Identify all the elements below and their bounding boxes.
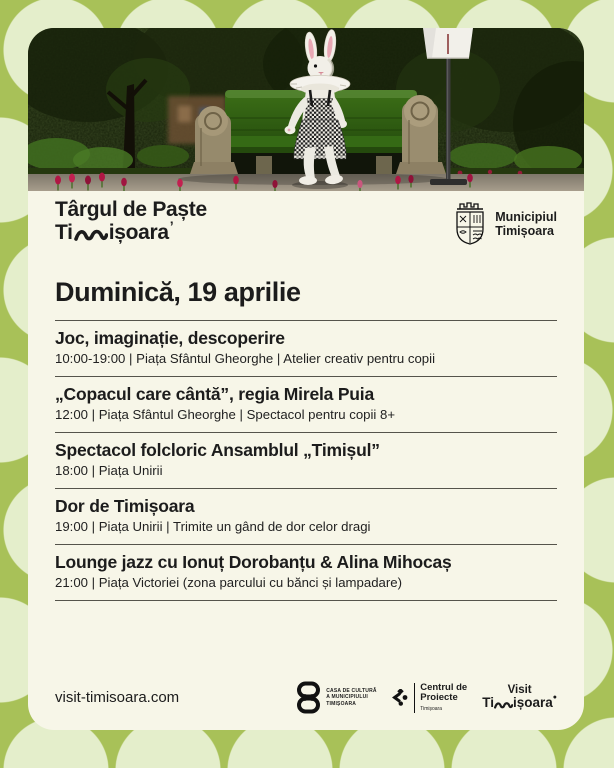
park-scene-illustration <box>28 28 584 191</box>
event-title: Lounge jazz cu Ionuț Dorobanțu & Alina Mihocaș <box>55 552 452 572</box>
event-title: Joc, imaginație, descoperire <box>55 328 285 348</box>
timisoara-coat-of-arms-icon <box>452 201 488 247</box>
event-details: 19:00 | Piața Unirii | Trimite un gând de dor celor dragi <box>55 519 371 534</box>
poster-card <box>28 28 584 730</box>
brand-title-line1: Târgul de Paște <box>55 198 207 221</box>
wave-m-icon <box>74 228 108 243</box>
event-row <box>55 376 557 432</box>
brand-isoara: ișoara <box>108 221 169 244</box>
event-details: 18:00 | Piața Unirii <box>55 463 163 478</box>
hero-photo <box>28 28 584 191</box>
brand-ti: Ti <box>55 221 73 244</box>
visit-timisoara-wordmark: Ti ișoara ● <box>482 696 557 710</box>
date-heading: Duminică, 19 aprilie <box>55 277 301 307</box>
casa-de-cultura-label: CASA DE CULTURĂ A MUNICIPIULUI TIMIȘOARA <box>326 688 377 707</box>
wave-m-icon <box>494 701 513 710</box>
centrul-de-proiecte-logo <box>392 683 467 713</box>
header-row <box>55 198 557 247</box>
event-row <box>55 432 557 488</box>
visit-timisoara-logo: Visit Ti ișoara ● <box>482 684 557 710</box>
event-details: 12:00 | Piața Sfântul Gheorghe | Spectacol pentru copii 8+ <box>55 407 396 422</box>
event-details: 10:00-19:00 | Piața Sfântul Gheorghe | Atelier creativ pentru copii <box>55 351 435 366</box>
brand-title-line2 <box>55 218 207 244</box>
event-title: Dor de Timișoara <box>55 496 195 516</box>
casa-de-cultura-logo <box>296 681 377 714</box>
divider-bar <box>414 683 416 713</box>
visit-dot: ● <box>552 694 557 701</box>
footer <box>55 681 557 714</box>
centrul-de-proiecte-icon <box>392 689 409 706</box>
event-row <box>55 544 557 600</box>
event-row <box>55 488 557 544</box>
website-link[interactable]: visit-timisoara.com <box>55 689 180 706</box>
event-details: 21:00 | Piața Victoriei (zona parcului cu bănci și lampadare) <box>55 575 402 590</box>
event-title: „Copacul care cântă”, regia Mirela Puia <box>55 384 374 404</box>
partner-logos <box>296 681 557 714</box>
brand-apostrophe: ’ <box>169 218 174 234</box>
centrul-de-proiecte-label: Centrul de Proiecte Timișoara <box>420 682 468 712</box>
event-brand-logo <box>55 198 207 244</box>
municipality-logo <box>452 201 557 247</box>
events-list <box>55 320 557 601</box>
municipality-label: Municipiul Timișoara <box>495 209 557 238</box>
event-row <box>55 320 557 376</box>
event-title: Spectacol folcloric Ansamblul „Timișul” <box>55 440 380 460</box>
casa-de-cultura-icon <box>296 681 321 714</box>
